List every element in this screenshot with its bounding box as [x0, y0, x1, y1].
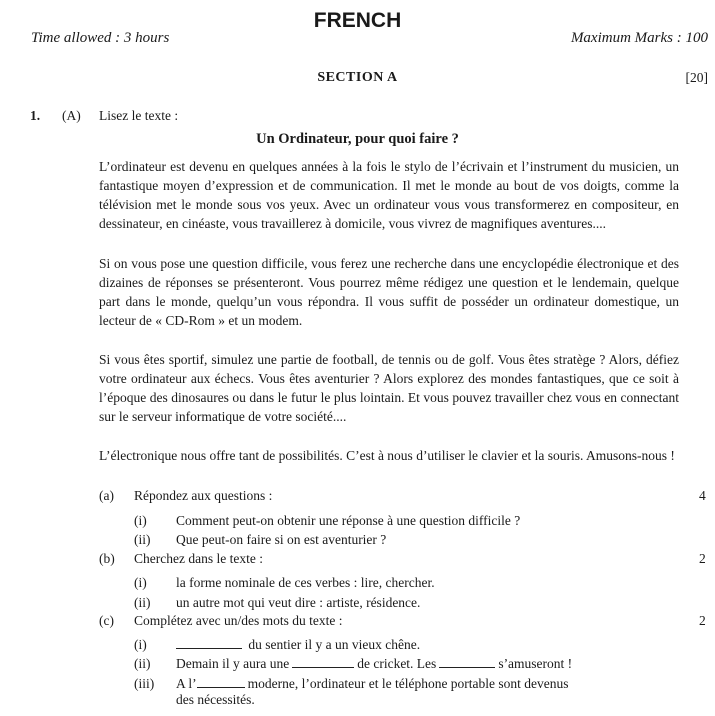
part-c-ii-num: (ii)	[134, 656, 151, 671]
part-c-iii-before: A l’	[176, 676, 197, 691]
part-b-i-num: (i)	[134, 575, 147, 590]
part-c-iii-num: (iii)	[134, 676, 155, 691]
part-c-iii-after: moderne, l’ordinateur et le téléphone portable sont devenus	[247, 676, 569, 691]
part-a-ii-num: (ii)	[134, 532, 151, 547]
section-marks: [20]	[685, 70, 708, 85]
part-c-ii-after: s’amuseront !	[498, 656, 573, 671]
part-b-marks: 2	[699, 551, 706, 566]
question-number: 1.	[30, 108, 41, 123]
fill-blank	[197, 676, 245, 688]
subject-title: FRENCH	[313, 9, 402, 32]
part-c-marks: 2	[699, 613, 706, 628]
article-title: Un Ordinateur, pour quoi faire ?	[256, 131, 459, 147]
part-b-label: (b)	[99, 551, 115, 566]
instruction: Lisez le texte :	[99, 108, 179, 123]
part-b-text: Cherchez dans le texte :	[134, 551, 263, 566]
paragraph-4: L’électronique nous offre tant de possibilités. C’est à nous d’utiliser le clavier et la souris. Amusons-nous !	[99, 448, 675, 463]
time-allowed: Time allowed : 3 hours	[31, 30, 170, 46]
part-b-ii-text: un autre mot qui veut dire : artiste, résidence.	[176, 595, 421, 610]
part-c-ii-line	[176, 656, 572, 672]
part-c-iii-line	[176, 676, 569, 692]
part-a-label: (a)	[99, 488, 114, 503]
question-part: (A)	[62, 108, 81, 123]
paragraph-2: Si on vous pose une question difficile, vous ferez une recherche dans une encyclopédie électronique et des dizaines de réponses se présenteront. Vous pourrez même rédigez une question et le lendemain, quelque part dans le monde, quelqu’un vous répondra. Il vous suffit de posséder un ordinateur domestique, un lecteur de « CD-Rom » et un modem.	[99, 256, 679, 328]
section-title: SECTION A	[317, 70, 398, 85]
part-a-ii-text: Que peut-on faire si on est aventurier ?	[176, 532, 387, 547]
part-c-ii-middle: de cricket. Les	[357, 656, 437, 671]
part-c-label: (c)	[99, 613, 114, 628]
part-c-text: Complétez avec un/des mots du texte :	[134, 613, 343, 628]
part-c-ii-before: Demain il y aura une	[176, 656, 290, 671]
part-c-iii-line2: des nécessités.	[176, 692, 255, 707]
part-b-i-text: la forme nominale de ces verbes : lire, chercher.	[176, 575, 435, 590]
paragraph-3: Si vous êtes sportif, simulez une partie de football, de tennis ou de golf. Vous êtes stratège ? Alors, défiez votre ordinateur aux échecs. Vous êtes aventurier ? Alors explorez des mondes fantastiques, que ce soit à l’époque des dinosaures ou dans le futur le plus lointain. Et vous pouvez travailler chez vous en connectant sur le serveur informatique de votre société....	[99, 352, 679, 424]
part-a-marks: 4	[699, 488, 706, 503]
fill-blank	[176, 637, 242, 649]
fill-blank	[439, 656, 495, 668]
fill-blank	[292, 656, 354, 668]
part-c-i-num: (i)	[134, 637, 147, 652]
maximum-marks: Maximum Marks : 100	[570, 30, 708, 46]
paragraph-1: L’ordinateur est devenu en quelques années à la fois le stylo de l’écrivain et l’instrument du musicien, un fantastique moyen d’expression et de communication. Il met le monde au bout de vos doigts, comme la télévision met le monde sous vos yeux. Avec un ordinateur vous vous transformerez en compositeur, en dessinateur, en cinéaste, vous travaillerez à domicile, vous vivrez de magnifiques aventures....	[99, 159, 679, 231]
part-a-i-num: (i)	[134, 513, 147, 528]
part-b-ii-num: (ii)	[134, 595, 151, 610]
part-a-text: Répondez aux questions :	[134, 488, 273, 503]
part-c-i-line	[176, 637, 420, 653]
part-a-i-text: Comment peut-on obtenir une réponse à une question difficile ?	[176, 513, 521, 528]
part-c-i-after: du sentier il y a un vieux chêne.	[248, 637, 421, 652]
